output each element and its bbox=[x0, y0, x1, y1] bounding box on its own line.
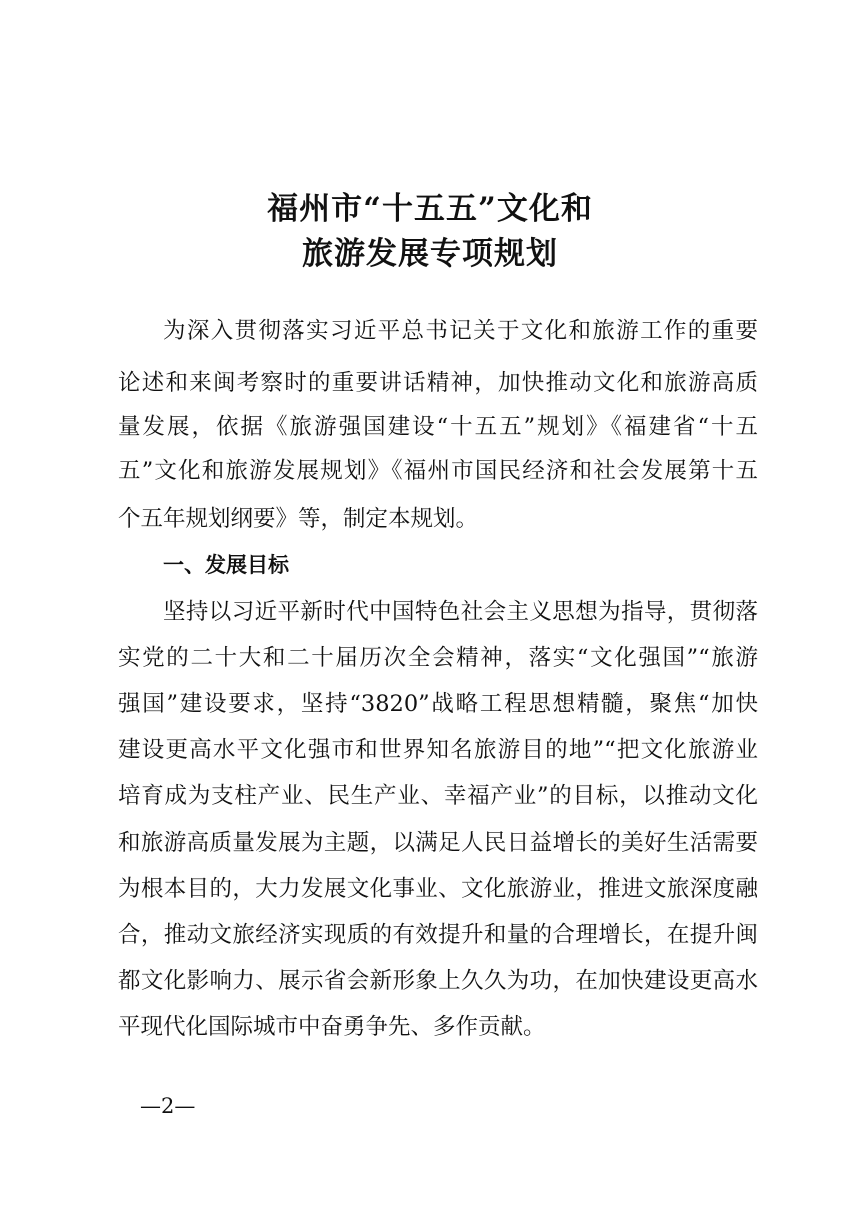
document-title-line-2: 旅游发展专项规划 bbox=[302, 236, 558, 272]
intro-paragraph-line: 论述和来闽考察时的重要讲话精神，加快推动文化和旅游高质 bbox=[118, 370, 758, 396]
intro-paragraph-line: 量发展，依据《旅游强国建设“十五五”规划》《福建省“十五 bbox=[118, 414, 758, 440]
intro-paragraph-line: 为深入贯彻落实习近平总书记关于文化和旅游工作的重要 bbox=[163, 318, 758, 344]
page-number: —2— bbox=[140, 1094, 196, 1118]
section-paragraph-line: 为根本目的，大力发展文化事业、文化旅游业，推进文旅深度融 bbox=[118, 876, 758, 902]
section-paragraph-line: 都文化影响力、展示省会新形象上久久为功，在加快建设更高水 bbox=[118, 968, 758, 994]
document-title-line-1: 福州市“十五五”文化和 bbox=[267, 191, 593, 227]
section-paragraph-line: 培育成为支柱产业、民生产业、幸福产业”的目标，以推动文化 bbox=[118, 783, 758, 809]
section-paragraph-line: 强国”建设要求，坚持“3820”战略工程思想精髓，聚焦“加快 bbox=[118, 691, 758, 717]
section-paragraph-line: 和旅游高质量发展为主题，以满足人民日益增长的美好生活需要 bbox=[118, 830, 758, 856]
intro-paragraph-line: 五”文化和旅游发展规划》《福州市国民经济和社会发展第十五 bbox=[118, 458, 758, 484]
section-paragraph-line: 坚持以习近平新时代中国特色社会主义思想为指导，贯彻落 bbox=[163, 599, 758, 625]
section-paragraph-line: 建设更高水平文化强市和世界知名旅游目的地”“把文化旅游业 bbox=[118, 737, 758, 763]
section-paragraph-line: 实党的二十大和二十届历次全会精神，落实“文化强国”“旅游 bbox=[118, 645, 758, 671]
intro-paragraph-line: 个五年规划纲要》等，制定本规划。 bbox=[118, 506, 479, 532]
section-paragraph-line: 合，推动文旅经济实现质的有效提升和量的合理增长，在提升闽 bbox=[118, 922, 758, 948]
section-paragraph-line: 平现代化国际城市中奋勇争先、多作贡献。 bbox=[118, 1014, 546, 1040]
section-heading: 一、发展目标 bbox=[163, 553, 289, 577]
